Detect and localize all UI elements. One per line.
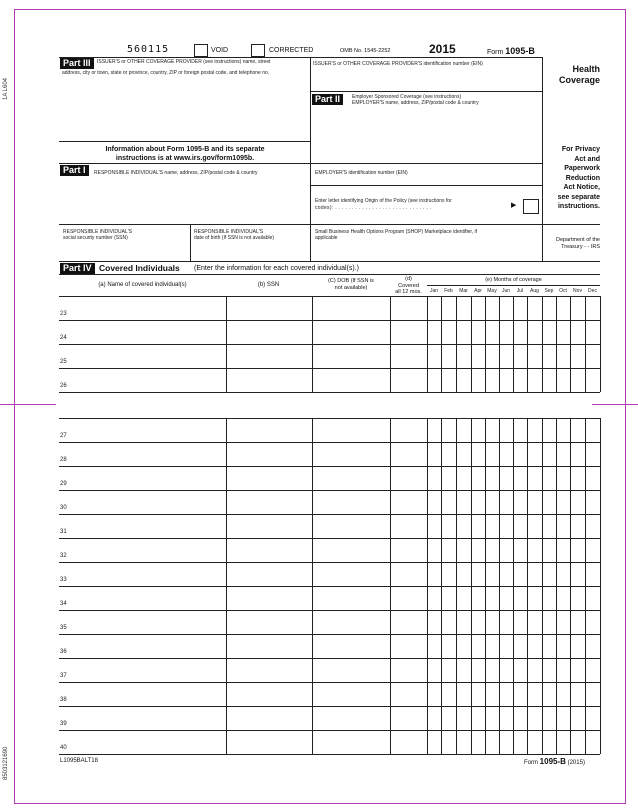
perforation-right	[592, 404, 638, 405]
department-note: Department of the Treasury - - IRS	[555, 237, 600, 250]
row-number: 39	[60, 721, 67, 727]
row-number: 25	[60, 359, 67, 365]
part-2-text-2: EMPLOYER'S name, address, ZIP/postal code & country	[352, 100, 479, 106]
row-number: 26	[60, 383, 67, 389]
table-row[interactable]	[59, 344, 600, 368]
table-row[interactable]	[59, 320, 600, 344]
rule	[59, 141, 310, 142]
rule	[310, 57, 311, 261]
month-header-mar: Mar	[459, 288, 468, 294]
row-number: 30	[60, 505, 67, 511]
part-3-text-2: address, city or town, state or province, country, ZIP or foreign postal code, and telephone no.	[62, 70, 270, 76]
part-1-label: Part I	[60, 165, 89, 176]
row-number: 24	[60, 335, 67, 341]
corrected-checkbox[interactable]	[251, 44, 265, 57]
rule	[59, 224, 600, 225]
table-row[interactable]	[59, 490, 600, 514]
ssn-label: RESPONSIBLE INDIVIDUAL'S social security number (SSN)	[63, 229, 133, 241]
table-row[interactable]	[59, 538, 600, 562]
grid-line	[59, 392, 600, 393]
privacy-line: instructions.	[557, 203, 600, 210]
perforation-left	[0, 404, 56, 405]
rule	[59, 274, 600, 275]
privacy-notice	[536, 145, 600, 212]
rule	[190, 224, 191, 261]
row-number: 29	[60, 481, 67, 487]
row-number: 23	[60, 311, 67, 317]
column-e-header: (e) Months of coverage	[485, 277, 542, 283]
month-header-dec: Dec	[588, 288, 597, 294]
grid-line	[59, 754, 600, 755]
grid-line	[600, 296, 601, 392]
handwritten-number: 560115	[127, 44, 170, 55]
issuer-ein-label: ISSUER'S or OTHER COVERAGE PROVIDER'S identification number (EIN)	[313, 61, 483, 67]
grid-line	[600, 418, 601, 754]
shop-label: Small Business Health Options Program (SHOP) Marketplace identifier, if applicable	[315, 229, 478, 241]
footer-code: L1095BALT18	[60, 758, 98, 764]
arrow-icon: ▶	[511, 202, 517, 209]
privacy-line: Act Notice,	[563, 184, 600, 191]
privacy-line: For Privacy	[561, 146, 600, 153]
row-number: 31	[60, 529, 67, 535]
row-number: 28	[60, 457, 67, 463]
table-row[interactable]	[59, 368, 600, 392]
rule	[310, 91, 542, 92]
table-row[interactable]	[59, 682, 600, 706]
month-header-may: May	[487, 288, 497, 294]
table-row[interactable]	[59, 514, 600, 538]
month-header-jan: Jan	[429, 288, 439, 294]
table-row[interactable]	[59, 586, 600, 610]
table-row[interactable]	[59, 730, 600, 754]
table-row[interactable]	[59, 634, 600, 658]
column-d-header: (d) Covered all 12 mos.	[395, 276, 422, 295]
table-row[interactable]	[59, 296, 600, 320]
footer-form: Form 1095-B (2015)	[524, 757, 585, 766]
part-4-subtitle: (Enter the information for each covered individual(s).)	[194, 265, 359, 272]
part-1-text: RESPONSIBLE INDIVIDUAL'S name, address, ZIP/postal code & country	[94, 170, 258, 176]
month-header-apr: Apr	[474, 288, 482, 294]
column-a-header: (a) Name of covered individual(s)	[98, 282, 187, 288]
part-3-text: ISSUER'S or OTHER COVERAGE PROVIDER (see instructions) name, street	[97, 59, 271, 65]
table-row[interactable]	[59, 418, 600, 442]
form-title: Form 1095-B	[487, 46, 535, 56]
origin-label-2: codes): . . . . . . . . . . . . . . . . . . . . . . . . . . . . .	[315, 205, 432, 211]
part-2-label: Part II	[312, 94, 343, 105]
side-title: Health Coverage	[558, 64, 600, 85]
privacy-line: see separate	[557, 193, 600, 201]
row-number: 34	[60, 601, 67, 607]
corrected-label: CORRECTED	[269, 47, 314, 54]
rule	[542, 57, 543, 261]
rule	[427, 285, 600, 286]
privacy-line: Act and	[574, 155, 600, 163]
row-number: 37	[60, 673, 67, 679]
table-row[interactable]	[59, 610, 600, 634]
month-header-jul: Jul	[516, 288, 524, 294]
table-row[interactable]	[59, 466, 600, 490]
privacy-line: Paperwork	[564, 165, 600, 172]
month-header-nov: Nov	[573, 288, 582, 294]
table-row[interactable]	[59, 658, 600, 682]
rule	[59, 57, 542, 58]
rule	[310, 185, 542, 186]
origin-label: Enter letter identifying Origin of the Policy (see instructions for	[315, 198, 452, 204]
row-number: 27	[60, 433, 67, 439]
privacy-line: Reduction	[565, 174, 600, 182]
row-number: 35	[60, 625, 67, 631]
month-header-feb: Feb	[444, 288, 453, 294]
column-c-header: (C) DOB (If SSN is not available)	[328, 278, 374, 291]
employer-ein-label: EMPLOYER'S identification number (EIN)	[315, 170, 408, 176]
row-number: 38	[60, 697, 67, 703]
row-number: 32	[60, 553, 67, 559]
table-row[interactable]	[59, 706, 600, 730]
month-header-jun: Jun	[501, 288, 511, 294]
month-header-aug: Aug	[530, 288, 539, 294]
rule	[59, 261, 600, 262]
margin-code: 1A L604	[3, 77, 9, 100]
omb-number: OMB No. 1545-2252	[340, 48, 391, 54]
table-row[interactable]	[59, 442, 600, 466]
row-number: 36	[60, 649, 67, 655]
part-3-label: Part III	[60, 58, 94, 69]
table-row[interactable]	[59, 562, 600, 586]
origin-code-field[interactable]	[523, 199, 539, 214]
month-header-oct: Oct	[559, 288, 567, 294]
month-header-sep: Sep	[544, 288, 554, 294]
row-number: 40	[60, 745, 67, 751]
row-number: 33	[60, 577, 67, 583]
part-2-text: Employer Sponsored Coverage (see instructions)	[352, 94, 462, 100]
form-year: 2015	[429, 42, 456, 56]
dob-label: RESPONSIBLE INDIVIDUAL'S date of birth (If SSN is not available)	[194, 229, 275, 241]
part-4-label: Part IV	[60, 263, 95, 274]
void-checkbox[interactable]	[194, 44, 208, 57]
rule	[59, 163, 542, 164]
part-4-title: Covered Individuals	[99, 263, 180, 273]
form-info: Information about Form 1095-B and its separate instructions is at www.irs.gov/form1095b.	[105, 146, 265, 162]
margin-code-bottom: 8503121690	[3, 746, 9, 780]
column-b-header: (b) SSN	[257, 282, 280, 288]
void-label: VOID	[211, 47, 229, 54]
